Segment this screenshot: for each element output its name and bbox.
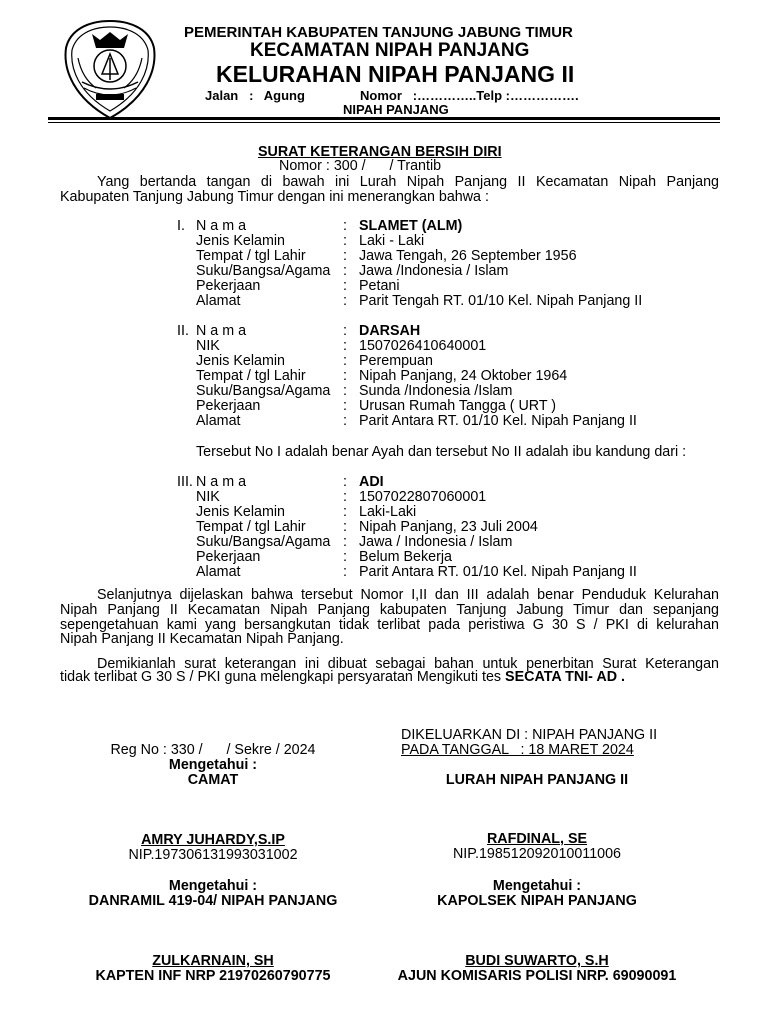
document-title: SURAT KETERANGAN BERSIH DIRI [258,144,502,160]
person1-field-colon: : [343,248,347,264]
person3-field-label: Pekerjaan [196,549,261,565]
camat-nip: NIP.197306131993031002 [128,847,298,863]
lurah-title: LURAH NIPAH PANJANG II [445,772,629,788]
para2-line1: Demikianlah surat keterangan ini dibuat sebagai bahan untuk penerbitan Surat Keterangan [97,656,719,672]
person1-field-value: Parit Tengah RT. 01/10 Kel. Nipah Panjang II [359,293,643,309]
para2-line2-text: tidak terlibat G 30 S / PKI guna melengkapi persyaratan Mengikuti tes [60,669,506,685]
reg-number: Reg No : 330 / / Sekre / 2024 [110,742,316,758]
person2-field-colon: : [343,413,347,429]
person1-field-value: Jawa /Indonesia / Islam [359,263,509,279]
person1-field-label: Suku/Bangsa/Agama [196,263,331,279]
person3-field-colon: : [343,534,347,550]
person2-field-label: Jenis Kelamin [196,353,285,369]
person3-field-value: Parit Antara RT. 01/10 Kel. Nipah Panjang II [359,564,637,580]
issued-place: DIKELUARKAN DI : NIPAH PANJANG II [401,727,658,743]
person2-field-value: Nipah Panjang, 24 Oktober 1964 [359,368,568,384]
letterhead-nomor: Nomor :…………..Telp :……………. [360,88,579,103]
person2-field-value: 1507026410640001 [359,338,487,354]
person1-field-label: Alamat [196,293,241,309]
letterhead-line3: KELURAHAN NIPAH PANJANG II [216,61,575,87]
person3-field-colon: : [343,474,347,490]
intro-line1: Yang bertanda tangan di bawah ini Lurah Nipah Panjang II Kecamatan Nipah Panjang [97,174,719,190]
person2-field-label: Pekerjaan [196,398,261,414]
person2-number: II. [177,323,189,339]
person1-field-value: Jawa Tengah, 26 September 1956 [359,248,577,264]
letterhead-thick-rule [48,117,720,120]
person2-field-label: Suku/Bangsa/Agama [196,383,331,399]
person2-field-value: Sunda /Indonesia /Islam [359,383,513,399]
person3-field-value: Jawa / Indonesia / Islam [359,534,513,550]
person2-field-label: Tempat / tgl Lahir [196,368,306,384]
person3-field-label: N a m a [196,474,247,490]
person2-field-value: Urusan Rumah Tangga ( URT ) [359,398,557,414]
person1-field-value: Laki - Laki [359,233,425,249]
person1-field-colon: : [343,233,347,249]
kapolsek-name: BUDI SUWARTO, S.H [465,953,609,969]
kapolsek-title: KAPOLSEK NIPAH PANJANG [437,893,637,909]
person3-field-colon: : [343,504,347,520]
para1-line1: Selanjutnya dijelaskan bahwa tersebut Nomor I,II dan III adalah benar Penduduk Kelurahan [97,587,719,603]
person2-field-label: N a m a [196,323,247,339]
kapolsek-mengetahui: Mengetahui : [492,878,582,894]
person1-field-label: Jenis Kelamin [196,233,285,249]
kapolsek-rank: AJUN KOMISARIS POLISI NRP. 69090091 [397,968,677,984]
person3-field-colon: : [343,549,347,565]
person2-field-label: NIK [196,338,220,354]
person1-field-label: Pekerjaan [196,278,261,294]
para1-line2: Nipah Panjang II Kecamatan Nipah Panjang kabupaten Tanjung Jabung Timur dan sepanjang [60,602,719,618]
person1-field-value: SLAMET (ALM) [359,218,463,234]
person2-field-value: DARSAH [359,323,421,339]
person2-field-colon: : [343,368,347,384]
camat-mengetahui: Mengetahui : [168,757,258,773]
person2-field-colon: : [343,338,347,354]
person3-field-label: Suku/Bangsa/Agama [196,534,331,550]
person1-field-colon: : [343,278,347,294]
person1-field-colon: : [343,218,347,234]
person1-number: I. [177,218,185,234]
person3-field-value: Laki-Laki [359,504,417,520]
person1-field-colon: : [343,293,347,309]
intro-line2: Kabupaten Tanjung Jabung Timur dengan ini menerangkan bahwa : [60,189,489,205]
camat-title: CAMAT [187,772,239,788]
person1-field-label: Tempat / tgl Lahir [196,248,306,264]
danramil-name: ZULKARNAIN, SH [152,953,274,969]
person2-field-colon: : [343,353,347,369]
document-number: Nomor : 300 / / Trantib [279,158,442,174]
para1-line3: sepengetahuan kami yang bersangkutan tidak terlibat pada peristiwa G 30 S / PKI di kelurahan [60,617,719,633]
person2-field-colon: : [343,398,347,414]
letterhead-town: NIPAH PANJANG [343,102,449,117]
person1-field-colon: : [343,263,347,279]
danramil-title: DANRAMIL 419-04/ NIPAH PANJANG [88,893,338,909]
para2-emphasis: SECATA TNI- AD . [505,669,625,685]
danramil-mengetahui: Mengetahui : [168,878,258,894]
person3-field-colon: : [343,564,347,580]
para2-line2 [60,670,625,685]
para1-line4: Nipah Panjang II Kecamatan Nipah Panjang. [60,631,344,647]
issued-date: PADA TANGGAL : 18 MARET 2024 [401,742,634,758]
person3-field-label: Jenis Kelamin [196,504,285,520]
person3-field-value: Nipah Panjang, 23 Juli 2004 [359,519,538,535]
danramil-rank: KAPTEN INF NRP 21970260790775 [95,968,331,984]
person3-field-value: ADI [359,474,384,490]
regency-coat-of-arms-icon [62,18,158,122]
person2-field-label: Alamat [196,413,241,429]
person3-field-value: 1507022807060001 [359,489,487,505]
person3-field-value: Belum Bekerja [359,549,452,565]
camat-name: AMRY JUHARDY,S.IP [141,832,285,848]
person3-field-label: NIK [196,489,220,505]
person3-field-colon: : [343,519,347,535]
person2-field-colon: : [343,383,347,399]
relation-statement: Tersebut No I adalah benar Ayah dan tersebut No II adalah ibu kandung dari : [196,444,687,460]
person2-field-value: Perempuan [359,353,433,369]
person3-field-colon: : [343,489,347,505]
letterhead-thin-rule [48,122,720,123]
person2-field-value: Parit Antara RT. 01/10 Kel. Nipah Panjang II [359,413,637,429]
letterhead-line1: PEMERINTAH KABUPATEN TANJUNG JABUNG TIMUR [184,24,573,41]
person3-field-label: Tempat / tgl Lahir [196,519,306,535]
person3-number: III. [177,474,193,490]
person1-field-value: Petani [359,278,400,294]
lurah-name: RAFDINAL, SE [486,831,588,847]
person2-field-colon: : [343,323,347,339]
letterhead-jalan: Jalan : Agung [205,88,305,103]
letterhead-line2: KECAMATAN NIPAH PANJANG [250,40,530,61]
person1-field-label: N a m a [196,218,247,234]
person3-field-label: Alamat [196,564,241,580]
lurah-nip: NIP.198512092010011006 [452,846,622,862]
